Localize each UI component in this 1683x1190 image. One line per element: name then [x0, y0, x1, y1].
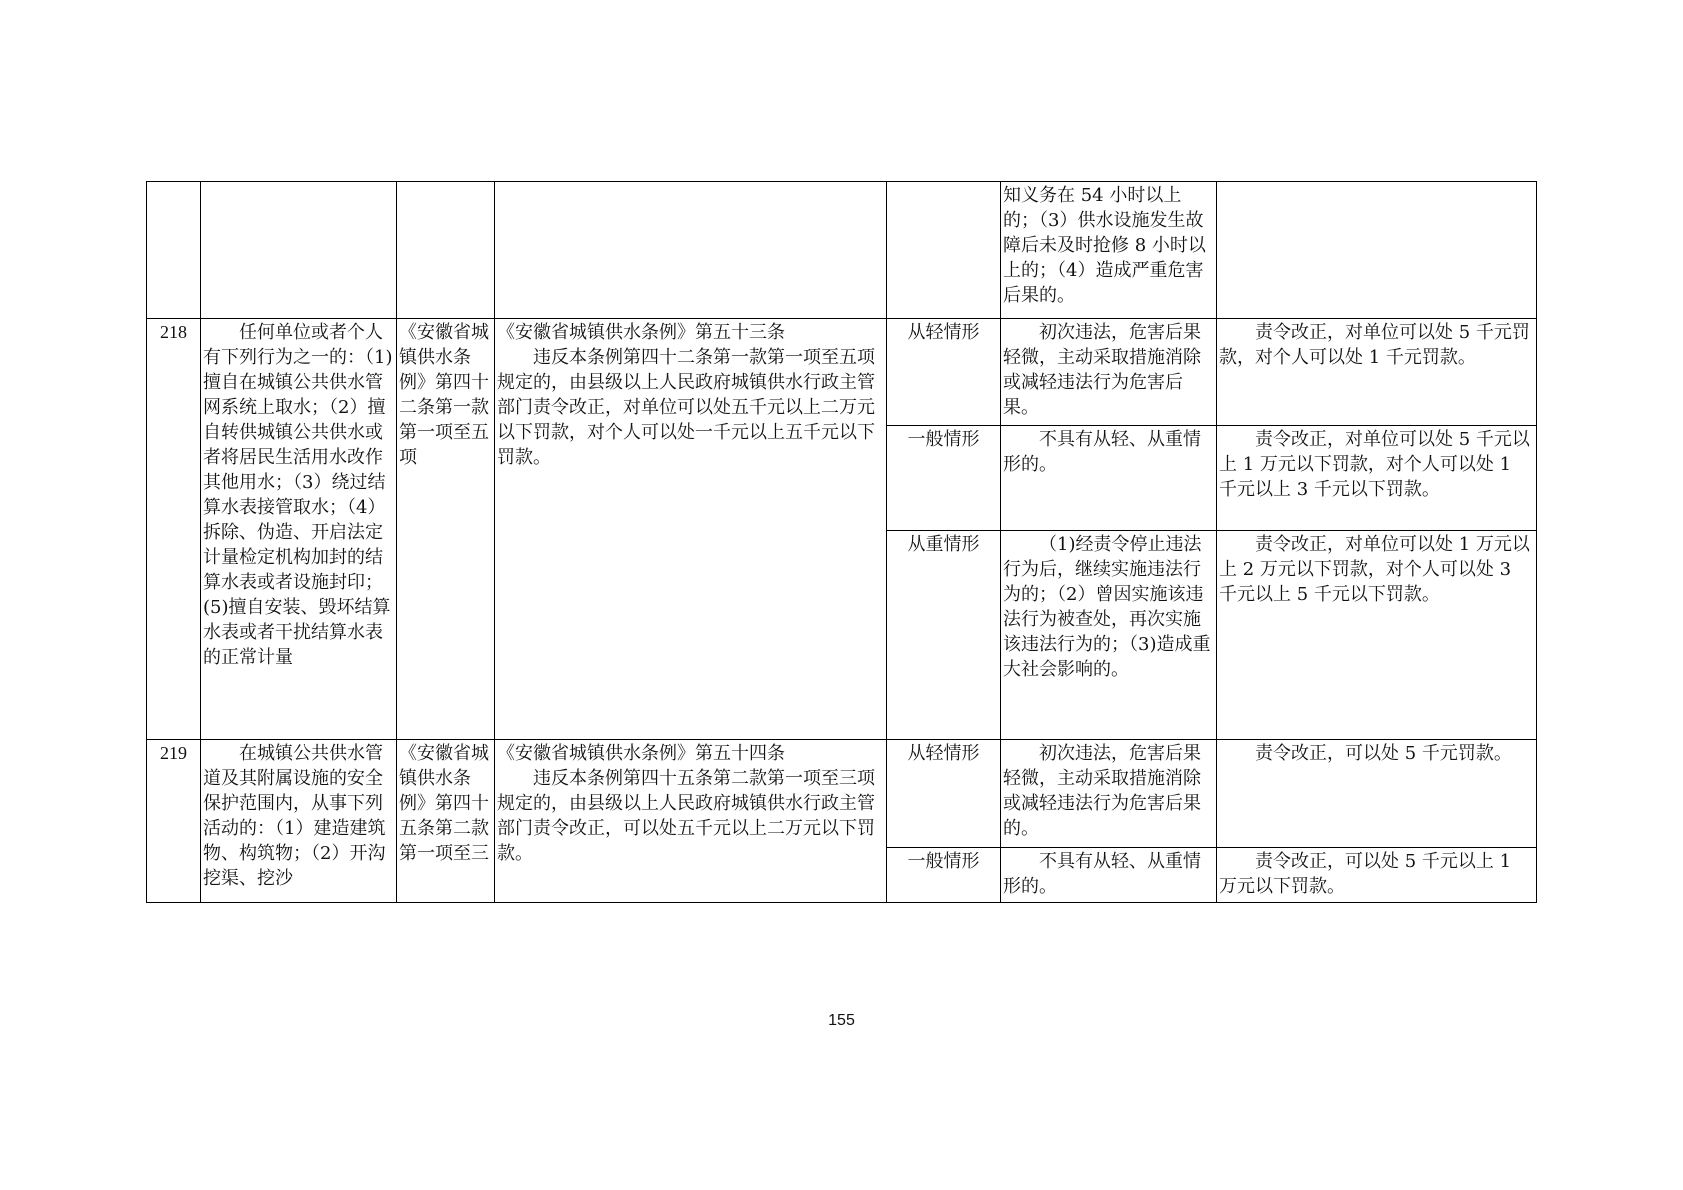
row-number-cell: 218	[147, 319, 201, 740]
level-cell: 从轻情形	[887, 740, 1001, 848]
penalty-basis-text: 违反本条例第四十五条第二款第一项至三项规定的，由县级以上人民政府城镇供水行政主管部门责令改正，可以处五千元以上二万元以下罚款。	[497, 768, 875, 864]
circumstance-cell: 不具有从轻、从重情形的。	[1001, 848, 1217, 903]
level-cell: 从重情形	[887, 531, 1001, 740]
penalty-basis-cell	[495, 182, 887, 319]
table-row-continuation	[147, 182, 1537, 319]
behavior-cell: 在城镇公共供水管道及其附属设施的安全保护范围内，从事下列活动的：（1）建造建筑物、构筑物；（2）开沟挖渠、挖沙	[201, 740, 397, 903]
table-row-218	[147, 319, 1537, 426]
penalty-basis-title: 《安徽省城镇供水条例》第五十三条	[497, 322, 785, 343]
penalty-basis-text: 违反本条例第四十二条第一款第一项至五项规定的，由县级以上人民政府城镇供水行政主管部门责令改正，对单位可以处五千元以上二万元以下罚款，对个人可以处一千元以上五千元以下罚款。	[497, 347, 875, 468]
basis-cell: 《安徽省城镇供水条例》第四十五条第二款第一项至三	[397, 740, 495, 903]
standard-cell: 责令改正，对单位可以处 5 千元以上 1 万元以下罚款，对个人可以处 1 千元以上 3 千元以下罚款。	[1217, 426, 1537, 531]
level-cell: 从轻情形	[887, 319, 1001, 426]
circumstance-cell: 初次违法，危害后果轻微，主动采取措施消除或减轻违法行为危害后果的。	[1001, 740, 1217, 848]
basis-cell	[397, 182, 495, 319]
behavior-cell	[201, 182, 397, 319]
behavior-cell: 任何单位或者个人有下列行为之一的：（1)擅自在城镇公共供水管网系统上取水；（2）擅自转供城镇公共供水或者将居民生活用水改作其他用水；（3）绕过结算水表接管取水；（4）拆除、伪造、开启法定计量检定机构加封的结算水表或者设施封印；(5)擅自安装、毁坏结算水表或者干扰结算水表的正常计量	[201, 319, 397, 740]
basis-cell: 《安徽省城镇供水条例》第四十二条第一款第一项至五项	[397, 319, 495, 740]
level-cell: 一般情形	[887, 848, 1001, 903]
standard-cell: 责令改正，对单位可以处 1 万元以上 2 万元以下罚款，对个人可以处 3 千元以上 5 千元以下罚款。	[1217, 531, 1537, 740]
circumstance-cell: 知义务在 54 小时以上的；（3）供水设施发生故障后未及时抢修 8 小时以上的；（4）造成严重危害后果的。	[1001, 182, 1217, 319]
table-row-219	[147, 740, 1537, 848]
standard-cell: 责令改正，可以处 5 千元罚款。	[1217, 740, 1537, 848]
row-number-cell: 219	[147, 740, 201, 903]
circumstance-cell: 不具有从轻、从重情形的。	[1001, 426, 1217, 531]
page-number: 155	[828, 1012, 855, 1029]
level-cell	[887, 182, 1001, 319]
circumstance-cell: （1)经责令停止违法行为后，继续实施违法行为的；（2）曾因实施该违法行为被查处，再次实施该违法行为的；（3)造成重大社会影响的。	[1001, 531, 1217, 740]
row-number-cell	[147, 182, 201, 319]
standard-cell: 责令改正，可以处 5 千元以上 1 万元以下罚款。	[1217, 848, 1537, 903]
standard-cell	[1217, 182, 1537, 319]
standard-cell: 责令改正，对单位可以处 5 千元罚款，对个人可以处 1 千元罚款。	[1217, 319, 1537, 426]
circumstance-cell: 初次违法，危害后果轻微，主动采取措施消除或减轻违法行为危害后果。	[1001, 319, 1217, 426]
penalty-basis-title: 《安徽省城镇供水条例》第五十四条	[497, 743, 785, 764]
penalty-basis-cell	[495, 740, 887, 903]
level-cell: 一般情形	[887, 426, 1001, 531]
penalty-table	[146, 181, 1537, 903]
penalty-basis-cell	[495, 319, 887, 740]
